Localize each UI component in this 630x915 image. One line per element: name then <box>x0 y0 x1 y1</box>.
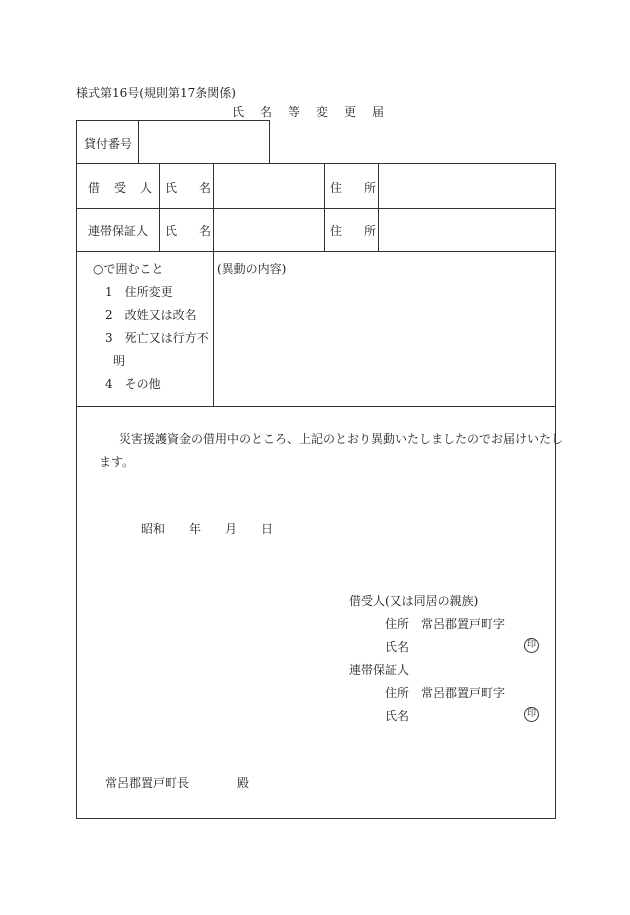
borrower-label: 借受人 <box>88 181 167 195</box>
row-divider <box>77 208 555 209</box>
guarantor-name-sign-label: 氏名 <box>385 709 410 723</box>
guarantor-label: 連帯保証人 <box>88 224 149 238</box>
date-era: 昭和 <box>141 522 166 536</box>
guarantor-seal-icon: 印 <box>524 707 539 722</box>
loan-number-divider <box>138 121 139 163</box>
col-divider <box>324 164 325 251</box>
guarantor-address-sign-label: 住所 <box>385 686 410 700</box>
option-name-change[interactable]: 2 改姓又は改名 <box>105 308 197 322</box>
loan-number-box <box>76 120 270 163</box>
form-body <box>76 163 564 819</box>
col-divider <box>159 164 160 251</box>
borrower-name-label: 氏名 <box>165 181 234 195</box>
addressee-name: 常呂郡置戸町長 <box>105 776 190 790</box>
borrower-heading: 借受人(又は同居の親族) <box>349 594 479 608</box>
borrower-name-sign-label: 氏名 <box>385 640 410 654</box>
option-death-missing[interactable]: 3 死亡又は行方不 <box>105 331 209 345</box>
date-day: 日 <box>261 522 274 536</box>
row-divider <box>77 406 555 407</box>
statement-line-2: ます。 <box>99 455 135 469</box>
date-month: 月 <box>225 522 238 536</box>
guarantor-name-label: 氏名 <box>165 224 234 238</box>
col-divider <box>213 251 214 406</box>
borrower-address-sign-label: 住所 <box>385 617 410 631</box>
guarantor-heading: 連帯保証人 <box>349 663 410 677</box>
borrower-address-sign-value: 常呂郡置戸町字 <box>421 617 506 631</box>
guarantor-address-sign-value: 常呂郡置戸町字 <box>421 686 506 700</box>
statement-line-1: 災害援護資金の借用中のところ、上記のとおり異動いたしましたのでお届けいたし <box>119 432 564 446</box>
form-title: 氏名等変更届 <box>232 105 401 119</box>
row-divider <box>77 251 555 252</box>
date-year: 年 <box>189 522 202 536</box>
addressee-honorific: 殿 <box>237 776 250 790</box>
circle-instruction: ○で囲むこと <box>93 262 164 276</box>
form-number: 様式第16号(規則第17条関係) <box>76 86 236 100</box>
loan-number-label: 貸付番号 <box>84 137 133 151</box>
option-address-change[interactable]: 1 住所変更 <box>105 285 173 299</box>
option-other[interactable]: 4 その他 <box>105 377 161 391</box>
borrower-address-label: 住所 <box>330 181 399 195</box>
change-detail-label: (異動の内容) <box>217 262 287 276</box>
guarantor-address-label: 住所 <box>330 224 399 238</box>
borrower-seal-icon: 印 <box>524 638 539 653</box>
option-death-missing-cont: 明 <box>113 354 126 368</box>
